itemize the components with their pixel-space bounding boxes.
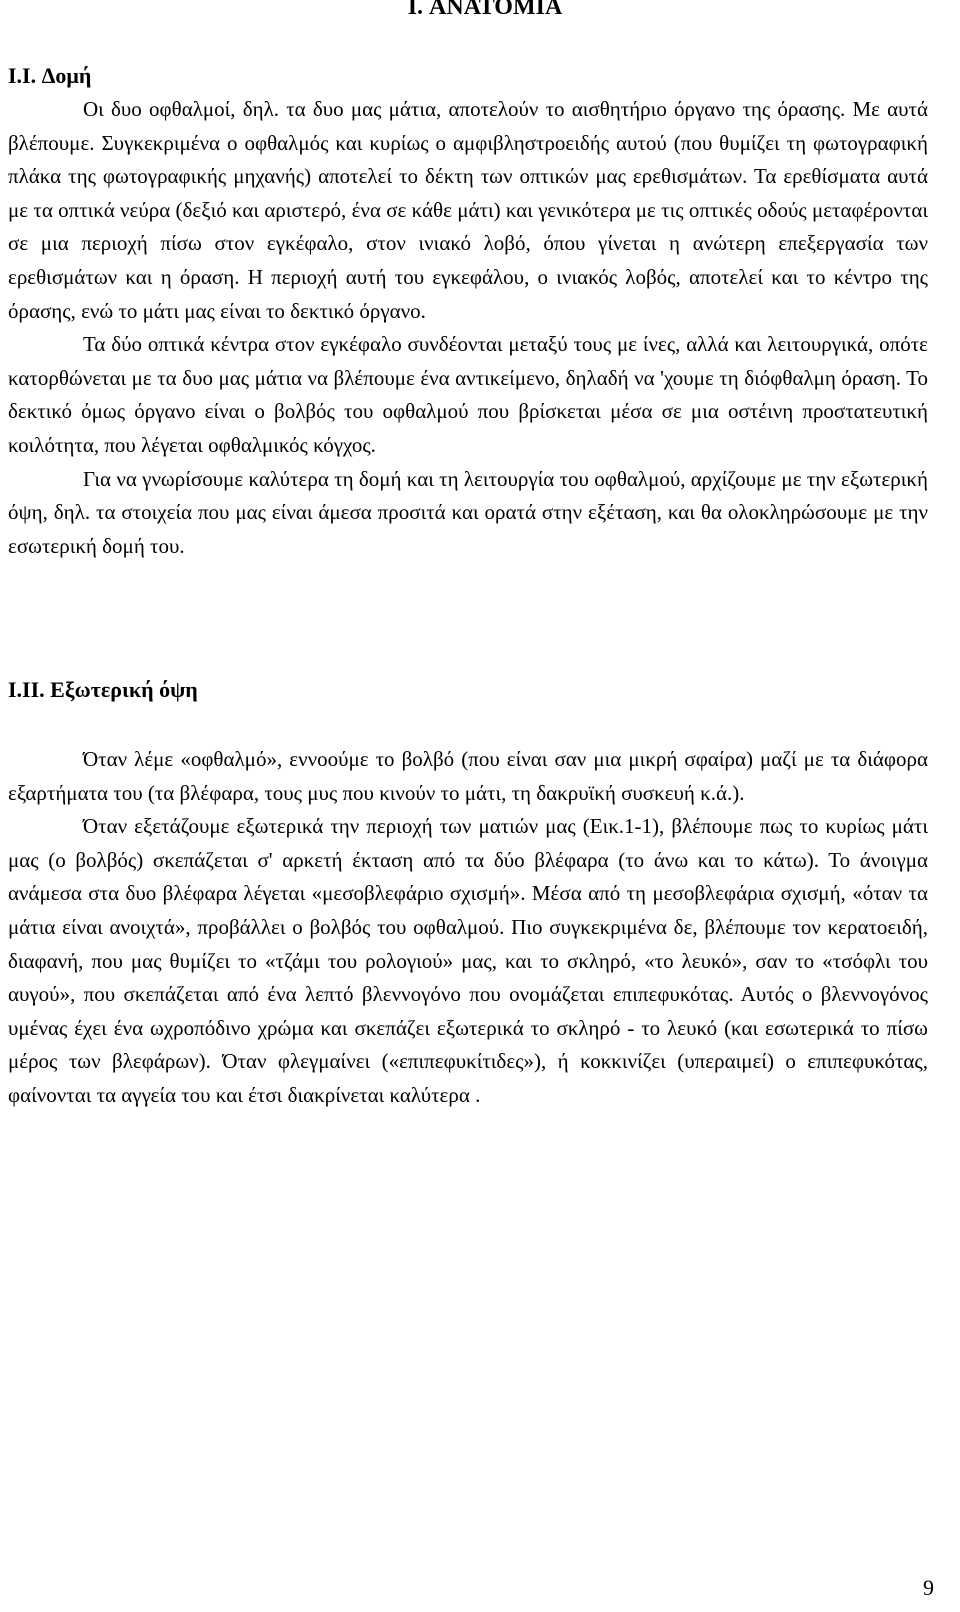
chapter-title: I. ΑΝΑΤΟΜΙΑ bbox=[407, 0, 563, 20]
paragraph: Τα δύο οπτικά κέντρα στον εγκέφαλο συνδέονται μεταξύ τους με ίνες, αλλά και λειτουργικά, οπότε κατορθώνεται με τα δυο μας μάτια να βλέπουμε ένα αντικείμενο, δηλαδή να 'χουμε τη διόφθαλμη όραση. Το δεκτικό όμως όργανο είναι ο βολβός του οφθαλμού που βρίσκεται μέσα σε μια οστέινη προστατευτική κοιλότητα, που λέγεται οφθαλμικός κόγχος. bbox=[8, 332, 928, 457]
section-heading-structure: I.I. Δομή bbox=[8, 63, 92, 88]
section-body-structure bbox=[8, 93, 928, 563]
paragraph: Για να γνωρίσουμε καλύτερα τη δομή και τη λειτουργία του οφθαλμού, αρχίζουμε με την εξωτερική όψη, δηλ. τα στοιχεία που μας είναι άμεσα προσιτά και ορατά στην εξέταση, και θα ολοκληρώσουμε με την εσωτερική δομή του. bbox=[8, 466, 928, 558]
page-number: 9 bbox=[923, 1575, 934, 1600]
paragraph: Όταν εξετάζουμε εξωτερικά την περιοχή των ματιών μας (Εικ.1-1), βλέπουμε πως το κυρίως μάτι μας (ο βολβός) σκεπάζεται σ' αρκετή έκταση από τα δύο βλέφαρα (το άνω και το κάτω). Το άνοιγμα ανάμεσα στα δυο βλέφαρα λέγεται «μεσοβλεφάριο σχισμή». Μέσα από τη μεσοβλεφάρια σχισμή, «όταν τα μάτια είναι ανοιχτά», προβάλλει ο βολβός του οφθαλμού. Πιο συγκεκριμένα δε, βλέπουμε τον κερατοειδή, διαφανή, που μας θυμίζει το «τζάμι του ρολογιού» μας, και το σκληρό, «το λευκό», σαν το «τσόφλι του αυγού», που σκεπάζεται από ένα λεπτό βλεννογόνο που ονομάζεται επιπεφυκότας. Αυτός ο βλεννογόνος υμένας έχει ένα ωχροπόδινο χρώμα και σκεπάζει εξωτερικά το σκληρό - το λευκό (και εσωτερικά το πίσω μέρος των βλεφάρων). Όταν φλεγμαίνει («επιπεφυκίτιδες»), ή κοκκινίζει (υπεραιμεί) ο επιπεφυκότας, φαίνονται τα αγγεία του και έτσι διακρίνεται καλύτερα . bbox=[8, 814, 928, 1107]
paragraph: Όταν λέμε «οφθαλμό», εννοούμε το βολβό (που είναι σαν μια μικρή σφαίρα) μαζί με τα διάφορα εξαρτήματα του (τα βλέφαρα, τους μυς που κινούν το μάτι, τη δακρυϊκή συσκευή κ.ά.). bbox=[8, 747, 928, 805]
section-heading-external-view: I.II. Εξωτερική όψη bbox=[8, 677, 198, 702]
paragraph: Οι δυο οφθαλμοί, δηλ. τα δυο μας μάτια, αποτελούν το αισθητήριο όργανο της όρασης. Με αυτά βλέπουμε. Συγκεκριμένα ο οφθαλμός και κυρίως ο αμφιβληστροειδής αυτού (που θυμίζει τη φωτογραφική πλάκα της φωτογραφικής μηχανής) αποτελεί το δέκτη των οπτικών μας ερεθισμάτων. Τα ερεθίσματα αυτά με τα οπτικά νεύρα (δεξιό και αριστερό, ένα σε κάθε μάτι) και γενικότερα με τις οπτικές οδούς μεταφέρονται σε μια περιοχή πίσω στον εγκέφαλο, στον ινιακό λοβό, όπου γίνεται η ανώτερη επεξεργασία των ερεθισμάτων και η όραση. Η περιοχή αυτή του εγκεφάλου, ο ινιακός λοβός, αποτελεί και το κέντρο της όρασης, ενώ το μάτι μας είναι το δεκτικό όργανο. bbox=[8, 97, 928, 323]
section-body-external-view bbox=[8, 743, 928, 1113]
